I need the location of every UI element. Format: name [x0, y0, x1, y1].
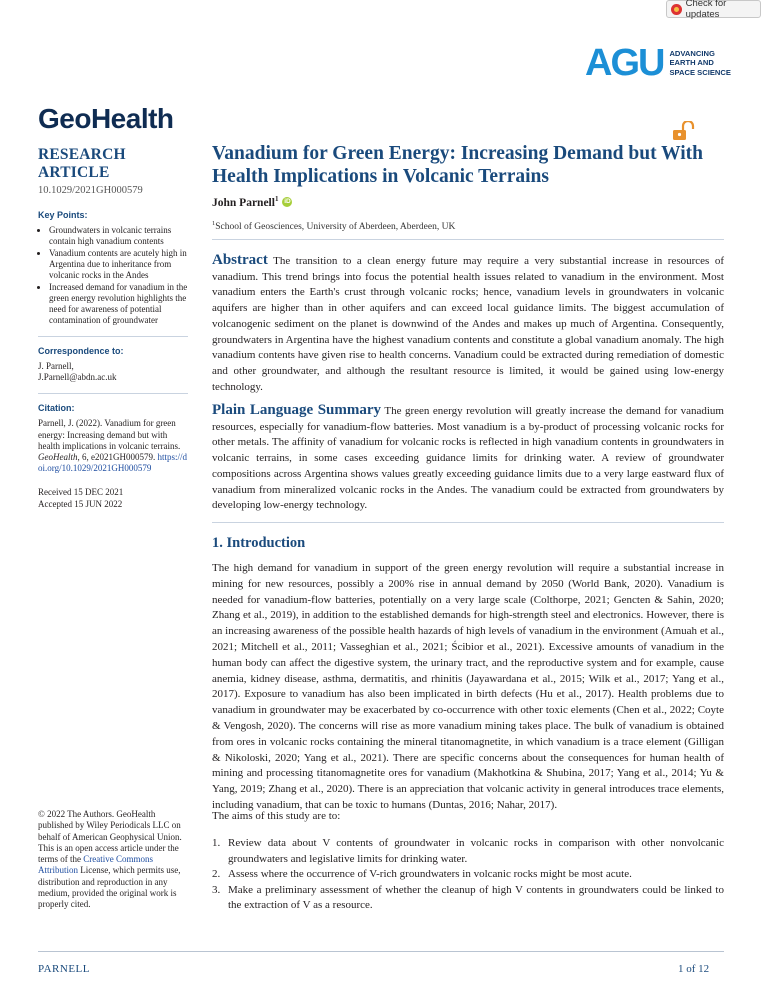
plain-language-summary: [212, 403, 724, 514]
abstract-heading: Abstract: [212, 252, 268, 268]
divider: [212, 239, 724, 240]
abstract-section: [212, 253, 724, 395]
correspondence: [38, 346, 188, 383]
correspondence-email-link[interactable]: J.Parnell@abdn.ac.uk: [38, 372, 117, 383]
citation-heading: Citation:: [38, 403, 75, 414]
footer-divider: [38, 951, 724, 952]
pls-heading: Plain Language Summary: [212, 402, 382, 418]
divider: [38, 336, 188, 337]
introduction-text: The high demand for vanadium in support of the green energy revolution will require a substantial increase in mining for new resources, possibly a 200% rise in annual demand by 2050 (World Bank, 2020). Vanadium is needed for vanadium-flow batteries, potentially on a very large scale (Colthorpe, 2021; Gencten & Sahin, 2020; Zhang et al., 2019), in addition to the established demands for high-strength steel and electronics. However, there is an increasing awareness of the possible health hazards of high levels of vanadium in the environment (Amuah et al., 2021; Mitchell et al., 2011; Vasseghian et al., 2021; Ścibior et al., 2021). Excessive amounts of vanadium in the human body can affect the digestive system, the urinary tract, and the reproductive system and for example, cause anemia, kidney disease, asthma, dermatitis, and rhinitis (Jayawardana et al., 2015; Wilk et al., 2017; Yang et al., 2017). Exposure to vanadium has also been implicated in birth defects (Hu et al., 2017). Health problems due to vanadium in groundwater may be exacerbated by co-occurrence with other toxic elements (Chen et al., 2022; Coyte & Vengosh, 2020). The concerns will rise as more vanadium mining takes place. The bulk of vanadium is obtained from ores in volcanic rocks containing the mineral titanomagnetite, in which vanadium is a trace element (Gilligan & Nikoloski, 2020; Yang et al., 2021). There are specific concerns about the consequences for human health of mining and processing titanomagnetite ores for vanadium (Makhotkina & Shubina, 2017; Yang et al., 2014; Yu & Yang, 2019; Zhang et al., 2020). There is an appreciation that volcanic activity in general introduces trace elements, including vanadium, that can be toxic to humans (Duntas, 2016; Nahar, 2017).: [212, 562, 724, 811]
check-for-updates-button[interactable]: [666, 0, 761, 18]
abstract-text: The transition to a clean energy future may require a very substantial increase in resources of vanadium. This trend brings into focus the potential health issues related to vanadium in the environment. Most vanadium enters the Earth's crust through volcanic rocks; hence, vanadium levels in groundwaters in volcanic aquifers are higher than in other aquifers and can exceed local guidance limits. The biggest accumulation of volcanogenic sediment on the planet is downwind of the Andes and makes up much of Argentina. Consequently, groundwaters in Argentina have the highest vanadium contents and constitute a global vanadium anomaly. The high vanadium contents have given rise to health concerns. Vanadium could be extracted during remediation of domestic and other groundwater, and although the resultant resource is limited, it would be gained using low-energy technology.: [212, 255, 724, 393]
aims-list: [212, 836, 724, 914]
footer-author: PARNELL: [38, 963, 90, 975]
publisher-logo: [585, 44, 731, 82]
creative-commons-link[interactable]: Creative Commons Attribution: [38, 854, 153, 876]
journal-name: GeoHealth: [38, 103, 174, 134]
section-heading-introduction: 1. Introduction: [212, 535, 306, 551]
article-type: RESEARCH ARTICLE: [38, 146, 126, 181]
article-title: Vanadium for Green Energy: Increasing Demand but With Health Implications in Volcanic Terrains: [212, 143, 703, 187]
article-doi: 10.1029/2021GH000579: [38, 185, 143, 196]
agu-tagline: ADVANCING EARTH AND SPACE SCIENCE: [669, 48, 731, 77]
check-for-updates-label: Check for updates: [685, 0, 727, 20]
orcid-icon[interactable]: iD: [284, 198, 291, 206]
citation: [38, 403, 188, 474]
key-points: [38, 210, 188, 326]
citation-doi-link[interactable]: https://doi.org/10.1029/2021GH000579: [38, 452, 188, 474]
citation-text: Parnell, J. (2022). Vanadium for green energy: Increasing demand but with health implications in volcanic terrains. GeoHealth, 6, e2021GH000579. https://doi.org/10.1029/2021GH000579: [38, 418, 188, 474]
crossmark-icon: [671, 4, 682, 15]
list-item: 1. Review data about V contents of groundwater in volcanic rocks in comparison with other nonvolcanic groundwaters and legislative limits for drinking water.: [212, 837, 724, 865]
key-points-heading: Key Points:: [38, 210, 88, 220]
author-line: [212, 195, 292, 209]
divider: [38, 393, 188, 394]
divider: [212, 522, 724, 523]
license-notice: © 2022 The Authors. GeoHealth published by Wiley Periodicals LLC on behalf of American Geophysical Union. This is an open access article under the terms of the Creative Commons Attribution License, which permits use, distribution and reproduction in any medium, provided the original work is properly cited.: [38, 809, 182, 910]
list-item: 3. Make a preliminary assessment of whether the cleanup of high V contents in groundwaters could be linked to the extraction of V as a resource.: [212, 883, 724, 912]
key-point: • Vanadium contents are acutely high in Argentina due to inheritance from volcanic rocks in the Andes: [49, 248, 188, 281]
pls-text: The green energy revolution will greatly increase the demand for vanadium resources, especially for vanadium-flow batteries. Most vanadium is a by-product of processing volcanic rocks for other metals. The affinity of vanadium for volcanic rocks is reflected in high vanadium contents in groundwaters in volcanic terrains, in some cases exceeding guidance limits for drinking water. A review of groundwater compositions across Argentina shows values greatly exceeding guidance limits due to a very large eastward flux of vanadium from mineralized volcanic rocks in the Andes. The vanadium could be extracted from groundwaters by developing low-energy technology.: [212, 405, 724, 512]
affiliation: $^1$School of Geosciences, University of Aberdeen, Aberdeen, UK: [212, 220, 456, 233]
received-date: Received 15 DEC 2021: [38, 487, 124, 498]
page-number: 1 of 12: [678, 963, 710, 975]
left-sidebar: [38, 146, 188, 510]
key-point: • Increased demand for vanadium in the green energy revolution highlights the need for awareness of potential contamination of groundwater: [49, 282, 188, 326]
key-point: • Groundwaters in volcanic terrains contain high vanadium contents: [49, 225, 188, 247]
list-item: 2. Assess where the occurrence of V-rich groundwaters in volcanic rocks might be most acute.: [212, 868, 632, 881]
correspondence-name: J. Parnell,: [38, 361, 74, 371]
agu-logo-mark: AGU: [585, 42, 664, 84]
aims-lead: The aims of this study are to:: [212, 810, 341, 822]
correspondence-heading: Correspondence to:: [38, 346, 124, 356]
accepted-date: Accepted 15 JUN 2022: [38, 498, 123, 509]
author-name: John Parnell$^1$: [212, 195, 279, 209]
